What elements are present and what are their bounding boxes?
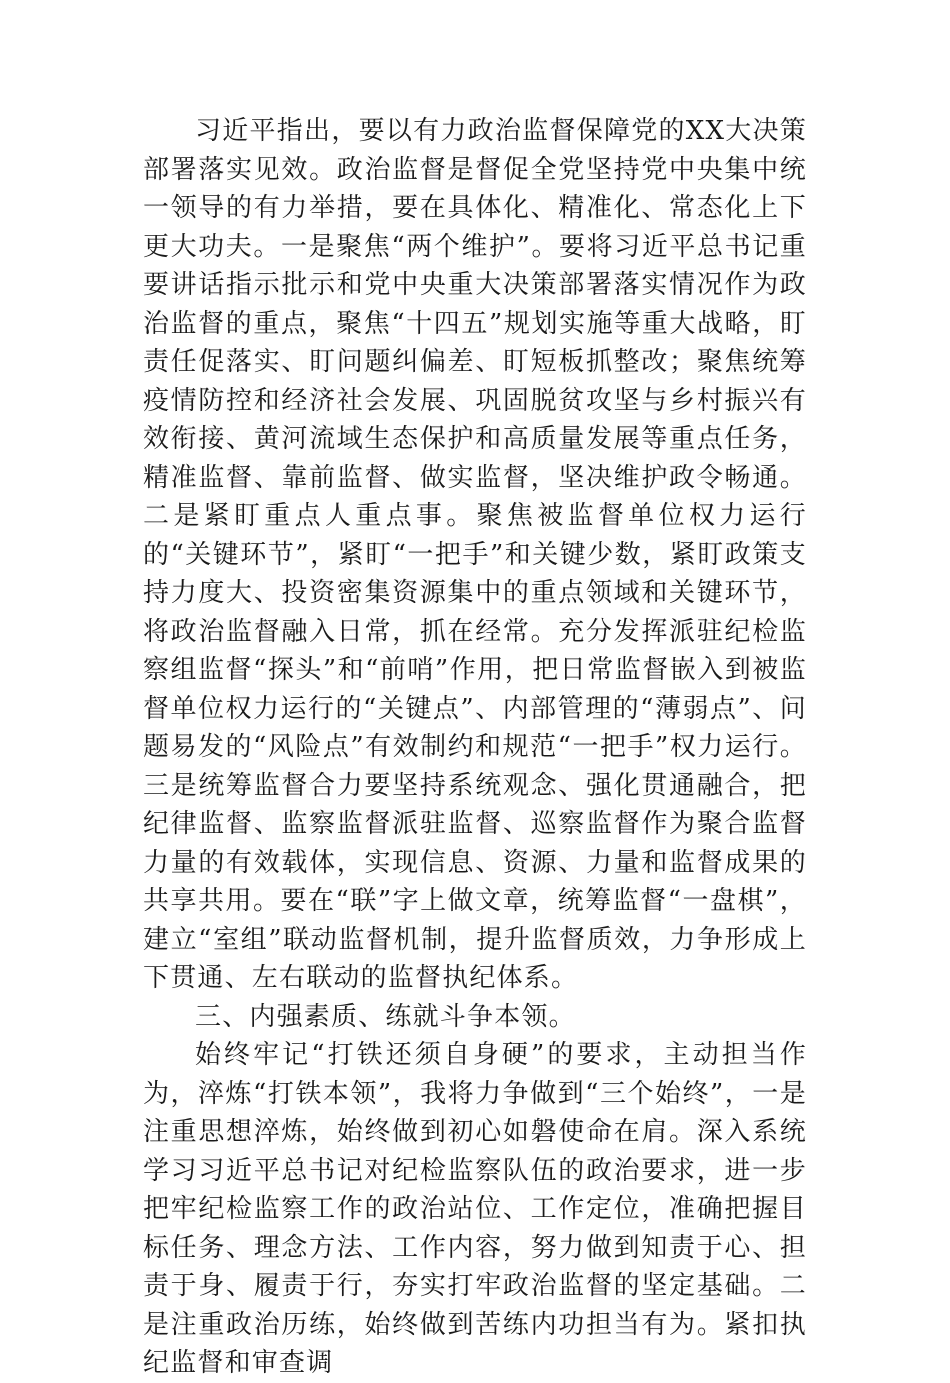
paragraph-political-supervision: 习近平指出，要以有力政治监督保障党的XX大决策部署落实见效。政治监督是督促全党坚持党中央集中统一领导的有力举措，要在具体化、精准化、常态化上下更大功夫。一是聚焦“两个维护”。要将习近平总书记重要讲话指示批示和党中央重大决策部署落实情况作为政治监督的重点，聚焦“十四五”规划实施等重大战略，盯责任促落实、盯问题纠偏差、盯短板抓整改；聚焦统筹疫情防控和经济社会发展、巩固脱贫攻坚与乡村振兴有效衔接、黄河流域生态保护和高质量发展等重点任务，精准监督、靠前监督、做实监督，坚决维护政令畅通。二是紧盯重点人重点事。聚焦被监督单位权力运行的“关键环节”，紧盯“一把手”和关键少数，紧盯政策支持力度大、投资密集资源集中的重点领域和关键环节，将政治监督融入日常，抓在经常。充分发挥派驻纪检监察组监督“探头”和“前哨”作用，把日常监督嵌入到被监督单位权力运行的“关键点”、内部管理的“薄弱点”、问题易发的“风险点”有效制约和规范“一把手”权力运行。三是统筹监督合力要坚持系统观念、强化贯通融合，把纪律监督、监察监督派驻监督、巡察监督作为聚合监督力量的有效载体，实现信息、资源、力量和监督成果的共享共用。要在“联”字上做文章，统筹监督“一盘棋”，建立“室组”联动监督机制，提升监督质效，力争形成上下贯通、左右联动的监督执纪体系。 <box>143 116 807 993</box>
section-heading-three: 三、内强素质、练就斗争本领。 <box>195 1001 576 1032</box>
paragraph-self-improvement: 始终牢记“打铁还须自身硬”的要求，主动担当作为，淬炼“打铁本领”，我将力争做到“三个始终”，一是注重思想淬炼，始终做到初心如磐使命在肩。深入系统学习习近平总书记对纪检监察队伍的政治要求，进一步把牢纪检监察工作的政治站位、工作定位，准确把握目标任务、理念方法、工作内容，努力做到知责于心、担责于身、履责于行，夯实打牢政治监督的坚定基础。二是注重政治历练，始终做到苦练内功担当有为。紧扣执纪监督和审查调 <box>143 1040 807 1378</box>
document-body <box>143 112 807 1383</box>
